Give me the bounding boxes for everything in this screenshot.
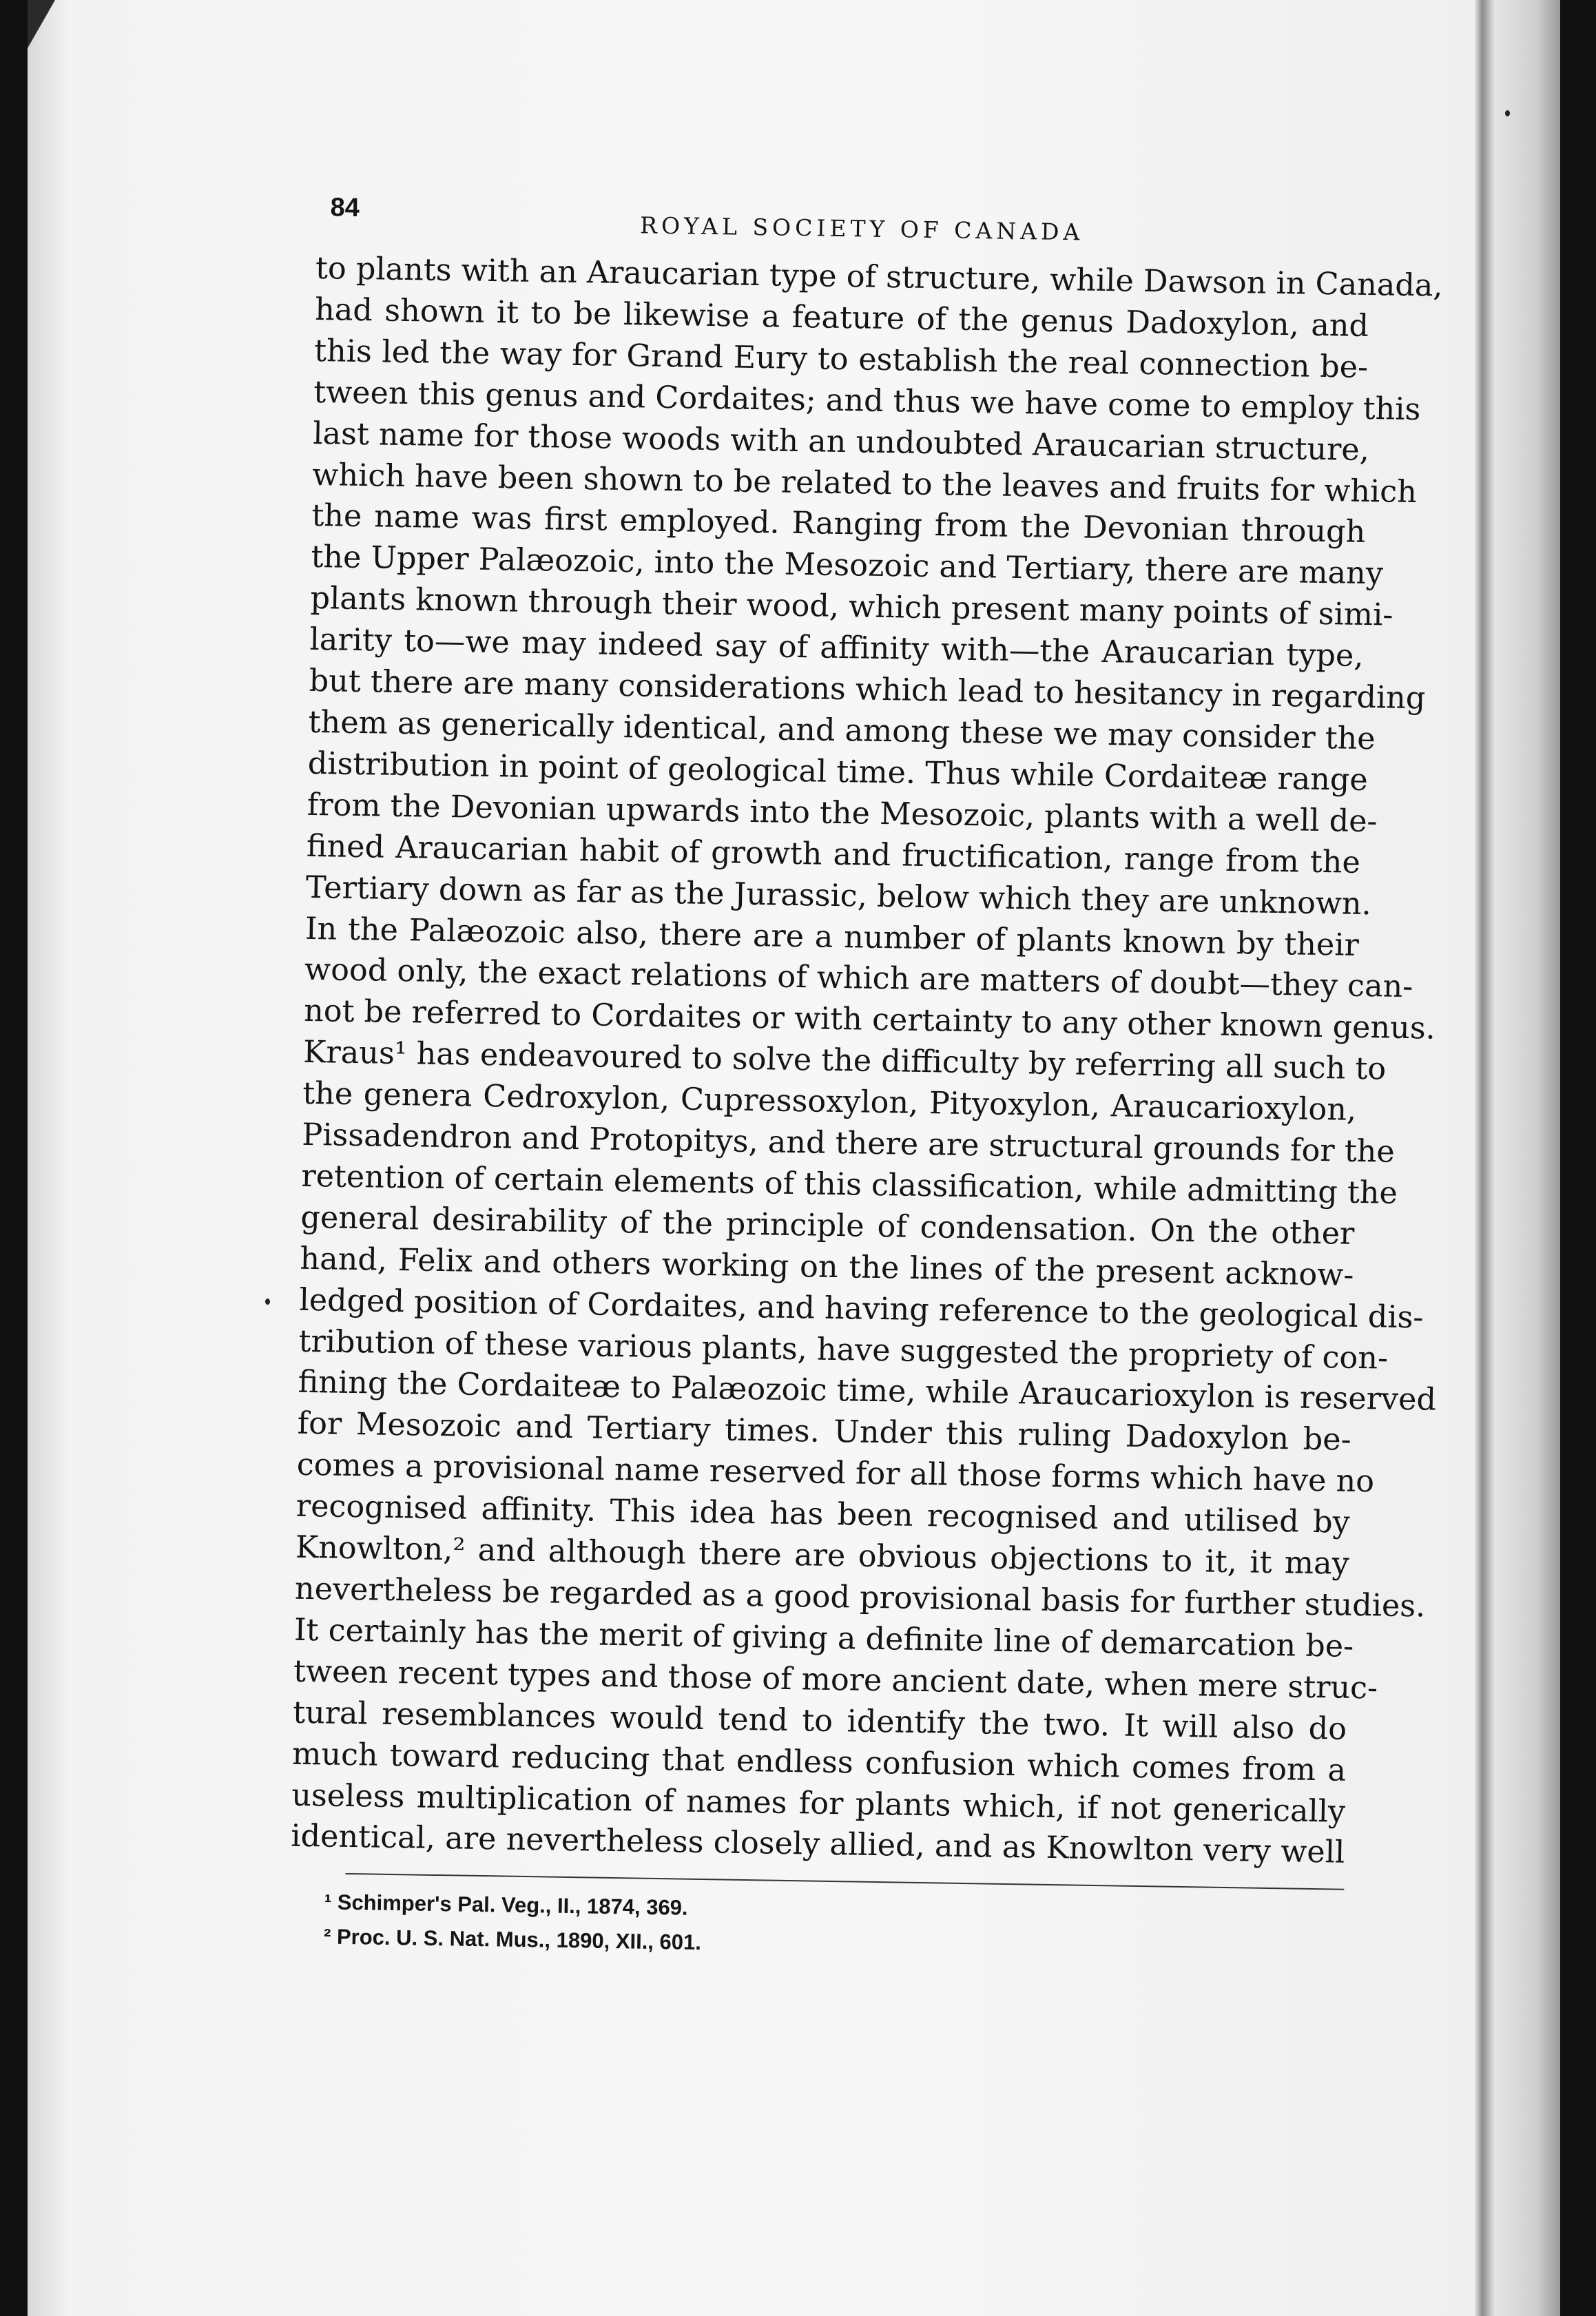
body-line: fined Araucarian habit of growth and fructification, range from the (306, 828, 1361, 880)
ink-speck (265, 1299, 270, 1305)
body-line: Pissadendron and Protopitys, and there are structural grounds for the (301, 1117, 1396, 1170)
footnote: ¹ Schimper's Pal. Veg., II., 1874, 369. (324, 1890, 688, 1921)
text-block (289, 186, 1443, 1970)
body-line: identical, are nevertheless closely allied, and as Knowlton very well (290, 1819, 1345, 1871)
body-line: useless multiplication of names for plants which, if not generically (291, 1777, 1346, 1830)
body-line: Kraus¹ has endeavoured to solve the difficulty by referring all such to (302, 1035, 1387, 1087)
body-line: larity to—we may indeed say of affinity with—the Araucarian type, (309, 622, 1364, 674)
torn-corner (28, 0, 55, 48)
body-line: the genera Cedroxylon, Cupressoxylon, Pityoxylon, Araucarioxylon, (302, 1075, 1357, 1128)
footnote: ² Proc. U. S. Nat. Mus., 1890, XII., 601. (323, 1924, 702, 1955)
body-text (290, 248, 1443, 1874)
page-number: 84 (330, 193, 360, 223)
body-line: hand, Felix and others working on the lines of the present acknow- (300, 1241, 1354, 1293)
body-line: wood only, the exact relations of which are matters of doubt—they can- (304, 952, 1413, 1005)
ink-speck (1505, 110, 1510, 116)
body-line: plants known through their wood, which present many points of simi- (310, 581, 1393, 633)
body-line: ledged position of Cordaites, and having reference to the geological dis- (299, 1282, 1424, 1336)
body-line: Tertiary down as far as the Jurassic, below which they are unknown. (305, 869, 1372, 922)
body-line: from the Devonian upwards into the Mesozoic, plants with a well de- (307, 787, 1378, 840)
body-line: In the Palæozoic also, there are a number of plants known by their (304, 911, 1360, 963)
body-line: had shown it to be likewise a feature of the genus Dadoxylon, and (314, 291, 1369, 344)
body-line: general desirability of the principle of condensation. On the other (300, 1199, 1355, 1252)
body-line: distribution in point of geological time. Thus while Cordaiteæ range (307, 745, 1369, 798)
running-head: ROYAL SOCIETY OF CANADA (639, 211, 1084, 246)
body-line: recognised affinity. This idea has been recognised and utilised by (296, 1488, 1351, 1540)
body-line: the Upper Palæozoic, into the Mesozoic and Tertiary, there are many (311, 539, 1384, 592)
body-line: to plants with an Araucarian type of structure, while Dawson in Canada, (315, 250, 1443, 304)
body-line: which have been shown to be related to the leaves and fruits for which (312, 457, 1418, 510)
body-line: the name was first employed. Ranging from the Devonian through (311, 498, 1366, 550)
body-line: retention of certain elements of this classification, while admitting the (301, 1158, 1398, 1211)
body-line: for Mesozoic and Tertiary times. Under this ruling Dadoxylon be- (297, 1406, 1351, 1458)
body-line: It certainly has the merit of giving a definite line of demarcation be- (293, 1612, 1354, 1664)
body-line: them as generically identical, and among these we may consider the (308, 704, 1376, 757)
body-line: last name for those woods with an undoubted Araucarian structure, (312, 415, 1370, 468)
body-line: tural resemblances would tend to identify the two. It will also do (292, 1695, 1347, 1747)
body-line: but there are many considerations which lead to hesitancy in regarding (309, 663, 1426, 716)
body-line: comes a provisional name reserved for all those forms which have no (296, 1447, 1375, 1500)
body-line: much toward reducing that endless confusion which comes from a (291, 1736, 1347, 1788)
body-line: Knowlton,² and although there are obvious objections to it, it may (295, 1529, 1350, 1582)
binding-shadow (1474, 0, 1495, 2316)
body-line: nevertheless be regarded as a good provisional basis for further studies. (294, 1571, 1426, 1624)
body-line: this led the way for Grand Eury to establish the real connection be- (313, 333, 1369, 385)
body-line: tween this genus and Cordaites; and thus we have come to employ this (313, 374, 1421, 427)
body-line: not be referred to Cordaites or with certainty to any other known genus. (303, 993, 1436, 1046)
body-line: tribution of these various plants, have suggested the propriety of con- (298, 1323, 1389, 1376)
body-line: fining the Cordaiteæ to Palæozoic time, while Araucarioxylon is reserved (298, 1365, 1437, 1418)
body-line: tween recent types and those of more ancient date, when mere struc- (293, 1653, 1378, 1706)
